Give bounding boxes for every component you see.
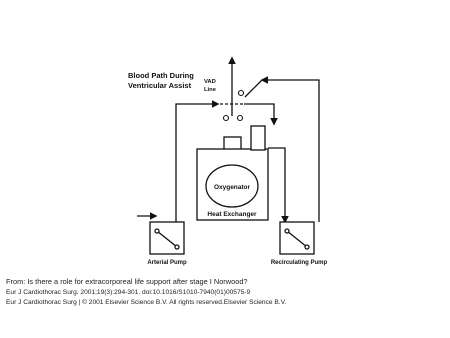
recirculation-connector	[245, 80, 262, 97]
recirculating-pump	[280, 222, 314, 254]
valve-lower-right	[238, 116, 243, 121]
arterial-pump-label: Arterial Pump	[147, 260, 187, 266]
caption-source: From: Is there a role for extracorporeal life support after stage I Norwood?	[6, 277, 248, 286]
recirculating-pump-body	[280, 222, 314, 254]
recirc-drain-line	[268, 148, 285, 222]
recirculating-pump-label: Recirculating Pump	[270, 260, 328, 266]
vad-line-label-2: Line	[204, 87, 216, 93]
arterial-pump	[150, 222, 184, 254]
recirculation-return-line	[262, 80, 319, 222]
caption-journal: Eur J Cardiothorac Surg. 2001;19(3):294-301. doi:10.1016/S1010-7940(01)00575-9	[6, 289, 251, 296]
recirc-port	[251, 126, 265, 150]
recirculating-pump-roller-a	[285, 229, 289, 233]
vad-line-label-1: VAD	[204, 79, 216, 85]
valve-upper	[239, 91, 244, 96]
oxygenator-reservoir	[197, 126, 268, 220]
diagram-title-line-1: Blood Path During	[128, 71, 194, 80]
valve-lower-left	[224, 116, 229, 121]
recirc-supply-line	[244, 104, 274, 124]
arterial-pump-body	[150, 222, 184, 254]
diagram-title-line-2: Ventricular Assist	[128, 81, 192, 90]
stopcock-valves	[224, 91, 244, 121]
recirculating-pump-roller-b	[305, 245, 309, 249]
arterial-pump-roller-a	[155, 229, 159, 233]
arterial-pump-roller-b	[175, 245, 179, 249]
oxygenator-label: Oxygenator	[213, 184, 251, 191]
caption-copyright: Eur J Cardiothorac Surg | © 2001 Elsevier Science B.V. All rights reserved.Elsevier Science B.V.	[6, 299, 287, 306]
heat-exchanger-label: Heat Exchanger	[207, 211, 257, 218]
